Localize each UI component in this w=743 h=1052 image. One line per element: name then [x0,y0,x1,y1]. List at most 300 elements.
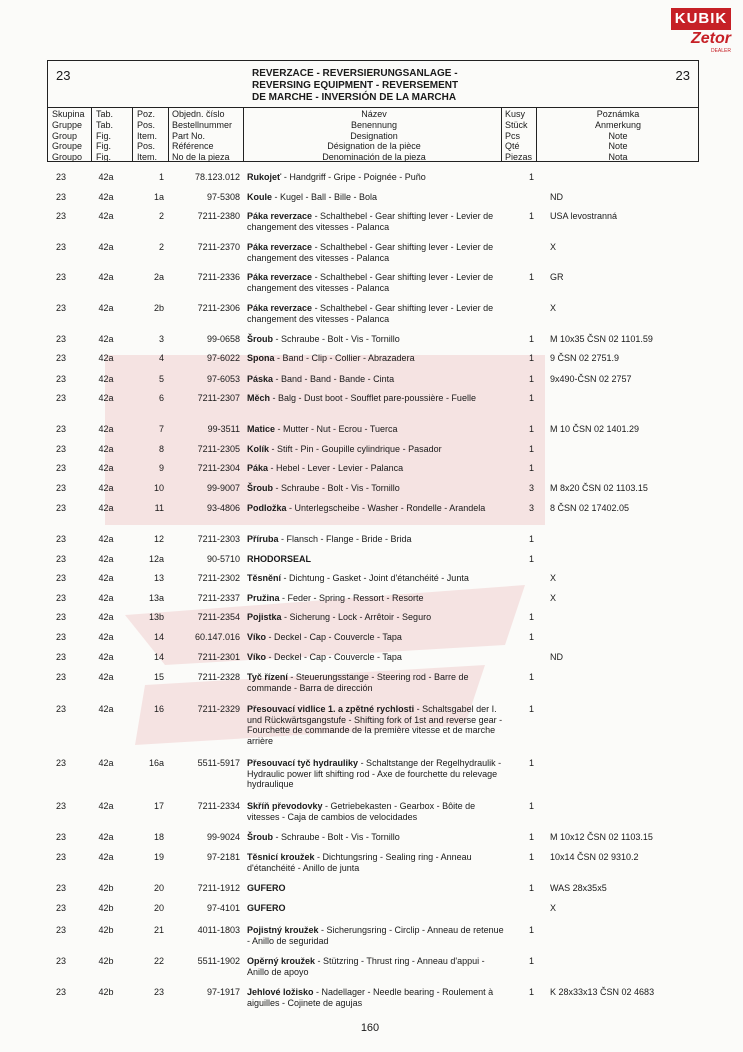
note-cell: 8 ČSN 02 17402.05 [550,503,630,513]
page-number: 160 [360,1022,380,1034]
item-cell: 14 [153,652,164,662]
fig-cell: 42a [98,573,114,583]
designation-cell [247,353,505,364]
designation-translations: - Schalthebel - Gear shifting lever - Levier de changement des vitesses - Palanca [247,211,494,232]
fig-cell: 42a [98,832,114,842]
item-cell: 4 [158,353,164,363]
designation-translations: - Schalthebel - Gear shifting lever - Levier de changement des vitesses - Palanca [247,242,494,263]
designation-cell [247,956,505,977]
fig-cell: 42a [98,353,114,363]
fig-cell: 42a [98,554,114,564]
designation-czech: Podložka [247,503,287,513]
item-cell: 17 [153,801,164,811]
section-title [252,68,552,104]
column-header [505,109,535,163]
designation-cell [247,172,505,183]
group-cell: 23 [56,956,67,966]
quantity-cell: 3 [528,503,534,513]
designation-cell [247,483,505,494]
designation-czech: Jehlové ložisko [247,987,314,997]
designation-cell [247,652,505,663]
item-cell: 5 [158,374,164,384]
group-cell: 23 [56,192,67,202]
designation-czech: Šroub [247,334,273,344]
designation-translations: - Handgriff - Gripe - Poignée - Puño [281,172,426,182]
group-cell: 23 [56,593,67,603]
quantity-cell: 1 [528,704,534,714]
item-cell: 20 [153,883,164,893]
part-number-cell: 7211-2304 [197,463,240,473]
quantity-cell: 1 [528,883,534,893]
quantity-cell: 3 [528,483,534,493]
designation-translations: - Schalthebel - Gear shifting lever - Levier de changement des vitesses - Palanca [247,303,494,324]
fig-cell: 42a [98,758,114,768]
part-number-cell: 7211-2380 [197,211,240,221]
designation-czech: Rukojeť [247,172,282,182]
column-header [172,109,242,163]
designation-cell [247,704,505,746]
fig-cell: 42a [98,652,114,662]
group-cell: 23 [56,272,67,282]
quantity-cell: 1 [528,393,534,403]
quantity-cell: 1 [528,987,534,997]
part-number-cell: 7211-2354 [197,612,240,622]
part-number-cell: 7211-2303 [197,534,240,544]
group-cell: 23 [56,303,67,313]
note-cell: X [550,903,557,913]
group-cell: 23 [56,393,67,403]
designation-czech: Tyč řízení [247,672,288,682]
designation-czech: Páka reverzace [247,242,313,252]
item-cell: 13 [153,573,164,583]
group-cell: 23 [56,334,67,344]
section-header [47,60,699,162]
item-cell: 16a [148,758,164,768]
group-cell: 23 [56,424,67,434]
designation-translations: - Stift - Pin - Goupille cylindrique - Pasador [269,444,442,454]
designation-czech: Měch [247,393,271,403]
column-header-line: Item. [137,152,158,163]
designation-translations: - Dichtungsring - Sealing ring - Anneau d'étanchéité - Anillo de junta [247,852,472,873]
column-header [96,109,130,163]
fig-cell: 42a [98,503,114,513]
designation-czech: GUFERO [247,883,286,893]
item-cell: 13a [148,593,164,603]
designation-czech: Víko [247,632,267,642]
designation-translations: - Unterlegscheibe - Washer - Rondelle - Arandela [286,503,486,513]
column-header-line: Référence [172,141,214,152]
fig-cell: 42a [98,483,114,493]
designation-cell [247,374,505,385]
group-cell: 23 [56,573,67,583]
designation-translations: - Schraube - Bolt - Vis - Tornillo [273,832,400,842]
fig-cell: 42b [98,987,114,997]
logo-mark: Zetor [691,30,731,47]
column-header-line: Groupe [52,141,83,152]
designation-cell [247,925,505,946]
group-cell: 23 [56,852,67,862]
quantity-cell: 1 [528,172,534,182]
quantity-cell: 1 [528,632,534,642]
part-number-cell: 99-9007 [206,483,240,493]
part-number-cell: 7211-2336 [197,272,240,282]
column-header-line: Group [52,130,78,141]
part-number-cell: 7211-2305 [197,444,240,454]
part-number-cell: 93-4806 [206,503,240,513]
designation-czech: Šroub [247,483,273,493]
group-number-left: 23 [56,68,71,83]
column-header-line: Kusy [505,109,526,119]
quantity-cell: 1 [528,758,534,768]
column-header [540,109,696,163]
fig-cell: 42a [98,334,114,344]
note-cell: K 28x33x13 ČSN 02 4683 [550,987,655,997]
column-header [52,109,90,163]
group-cell: 23 [56,211,67,221]
item-cell: 1 [158,172,164,182]
column-header-line: Denominación de la pieza [322,152,426,163]
designation-translations: - Mutter - Nut - Ecrou - Tuerca [275,424,398,434]
group-cell: 23 [56,534,67,544]
designation-translations: - Stützring - Thrust ring - Anneau d'appui - Anillo de apoyo [247,956,485,977]
column-header-line: Bestellnummer [172,119,233,130]
item-cell: 1a [153,192,164,202]
logo-sub: DEALER [710,48,731,54]
item-cell: 2b [153,303,164,313]
fig-cell: 42a [98,242,114,252]
column-header-line: Skupina [52,109,85,119]
quantity-cell: 1 [528,534,534,544]
designation-cell [247,612,505,623]
quantity-cell: 1 [528,612,534,622]
item-cell: 21 [153,925,164,935]
designation-cell [247,242,505,263]
group-number-right: 23 [675,68,690,83]
designation-cell [247,534,505,545]
designation-translations: - Sicherungsring - Circlip - Anneau de retenue - Anillo de seguridad [247,925,504,946]
designation-cell [247,632,505,643]
part-number-cell: 99-9024 [206,832,240,842]
fig-cell: 42a [98,444,114,454]
column-header-line: Název [361,109,387,119]
designation-translations: - Balg - Dust boot - Soufflet pare-poussière - Fuelle [270,393,476,403]
designation-translations: - Band - Clip - Collier - Abrazadera [274,353,415,363]
group-cell: 23 [56,374,67,384]
note-cell: USA levostranná [550,211,618,221]
quantity-cell: 1 [528,554,534,564]
designation-czech: Víko [247,652,267,662]
title-line: REVERSING EQUIPMENT - REVERSEMENT [252,80,459,91]
quantity-cell: 1 [528,353,534,363]
fig-cell: 42b [98,956,114,966]
designation-cell [247,444,505,455]
designation-cell [247,463,505,474]
designation-translations: - Dichtung - Gasket - Joint d'étanchéité - Junta [281,573,469,583]
item-cell: 14 [153,632,164,642]
logo-brand: KUBIK [671,8,731,30]
column-header-line: Poz. [137,109,156,119]
quantity-cell: 1 [528,801,534,811]
designation-czech: Přesouvací vidlice 1. a zpětné rychlosti [247,704,415,714]
fig-cell: 42a [98,192,114,202]
item-cell: 18 [153,832,164,842]
column-header-line: Poznámka [596,109,640,119]
designation-czech: Páka reverzace [247,303,313,313]
column-header-line: Fig. [96,141,112,152]
fig-cell: 42a [98,272,114,282]
quantity-cell: 1 [528,272,534,282]
part-number-cell: 7211-2334 [197,801,240,811]
note-cell: 9 ČSN 02 2751.9 [550,353,620,363]
column-header-line: Désignation de la pièce [327,141,421,152]
note-cell: GR [550,272,564,282]
designation-translations: - Schaltstange der Regelhydraulik - Hydraulic power lift shifting rod - Axe de fourchette du relevage hydraulique [247,758,502,789]
fig-cell: 42a [98,852,114,862]
column-header-line: Part No. [172,130,206,141]
item-cell: 6 [158,393,164,403]
column-header-line: Fig. [96,130,112,141]
item-cell: 2 [158,211,164,221]
column-header-line: Tab. [96,119,114,130]
group-cell: 23 [56,801,67,811]
quantity-cell: 1 [528,374,534,384]
part-number-cell: 7211-2370 [197,242,240,252]
designation-cell [247,303,505,324]
item-cell: 22 [153,956,164,966]
designation-translations: - Schraube - Bolt - Vis - Tornillo [273,334,400,344]
column-header-line: Tab. [96,109,114,119]
group-cell: 23 [56,652,67,662]
designation-czech: Těsnění [247,573,282,583]
part-number-cell: 97-2181 [206,852,240,862]
designation-cell [247,272,505,293]
part-number-cell: 60.147.016 [194,632,240,642]
item-cell: 12a [148,554,164,564]
group-cell: 23 [56,832,67,842]
designation-translations: - Deckel - Cap - Couvercle - Tapa [266,632,402,642]
part-number-cell: 7211-2302 [197,573,240,583]
column-header-line: Pcs [505,130,521,141]
part-number-cell: 7211-1912 [197,883,240,893]
note-cell: M 8x20 ČSN 02 1103.15 [550,483,648,493]
designation-czech: Přesouvací tyč hydrauliky [247,758,359,768]
fig-cell: 42b [98,925,114,935]
fig-cell: 42a [98,612,114,622]
part-number-cell: 97-4101 [206,903,240,913]
fig-cell: 42a [98,801,114,811]
designation-translations: - Nadellager - Needle bearing - Roulement à aiguilles - Cojinete de agujas [247,987,494,1008]
fig-cell: 42b [98,903,114,913]
designation-czech: Páka [247,463,269,473]
part-number-cell: 7211-2337 [197,593,240,603]
quantity-cell: 1 [528,424,534,434]
designation-cell [247,334,505,345]
part-number-cell: 7211-2307 [197,393,240,403]
group-cell: 23 [56,172,67,182]
group-cell: 23 [56,612,67,622]
designation-cell [247,758,505,790]
quantity-cell: 1 [528,832,534,842]
column-header-line: Gruppe [52,119,83,130]
designation-czech: Páka reverzace [247,211,313,221]
item-cell: 2a [153,272,164,282]
group-cell: 23 [56,925,67,935]
quantity-cell: 1 [528,211,534,221]
designation-translations: - Deckel - Cap - Couvercle - Tapa [266,652,402,662]
part-number-cell: 90-5710 [206,554,240,564]
designation-cell [247,554,505,565]
group-cell: 23 [56,463,67,473]
part-number-cell: 99-0658 [206,334,240,344]
designation-czech: Koule [247,192,273,202]
item-cell: 23 [153,987,164,997]
group-cell: 23 [56,903,67,913]
designation-czech: Šroub [247,832,273,842]
designation-czech: Matice [247,424,276,434]
column-header-line: Pos. [137,119,156,130]
group-cell: 23 [56,758,67,768]
note-cell: X [550,242,557,252]
designation-czech: RHODORSEAL [247,554,312,564]
column-header-line: Stück [505,119,528,130]
quantity-cell: 1 [528,444,534,454]
designation-cell [247,593,505,604]
quantity-cell: 1 [528,672,534,682]
part-number-cell: 7211-2329 [197,704,240,714]
column-header-line: Piezas [505,152,533,163]
quantity-cell: 1 [528,956,534,966]
designation-cell [247,883,505,894]
part-number-cell: 4011-1803 [197,925,240,935]
title-line: DE MARCHE - INVERSIÓN DE LA MARCHA [252,92,457,103]
designation-czech: Kolík [247,444,270,454]
part-number-cell: 7211-2328 [197,672,240,682]
note-cell: 10x14 ČSN 02 9310.2 [550,852,639,862]
fig-cell: 42a [98,704,114,714]
designation-translations: - Flansch - Flange - Bride - Brida [278,534,412,544]
designation-cell [247,192,505,203]
group-cell: 23 [56,704,67,714]
group-cell: 23 [56,672,67,682]
column-header-line: Qté [505,141,520,152]
column-header-line: Item. [137,130,158,141]
part-number-cell: 7211-2306 [197,303,240,313]
group-cell: 23 [56,987,67,997]
note-cell: X [550,593,557,603]
group-cell: 23 [56,554,67,564]
group-cell: 23 [56,883,67,893]
designation-czech: Těsnicí kroužek [247,852,315,862]
group-cell: 23 [56,242,67,252]
designation-czech: Skříň převodovky [247,801,323,811]
designation-czech: Opěrný kroužek [247,956,316,966]
fig-cell: 42a [98,172,114,182]
quantity-cell: 1 [528,463,534,473]
fig-cell: 42b [98,883,114,893]
fig-cell: 42a [98,534,114,544]
item-cell: 7 [158,424,164,434]
designation-translations: - Schalthebel - Gear shifting lever - Levier de changement des vitesses - Palanca [247,272,494,293]
designation-cell [247,852,505,873]
designation-cell [247,211,505,232]
part-number-cell: 5511-5917 [197,758,240,768]
quantity-cell: 1 [528,925,534,935]
designation-translations: - Band - Band - Bande - Cinta [273,374,395,384]
note-cell: M 10 ČSN 02 1401.29 [550,424,640,434]
fig-cell: 42a [98,303,114,313]
title-line: REVERZACE - REVERSIERUNGSANLAGE - [252,68,458,79]
column-header-line: Fig. [96,152,112,163]
fig-cell: 42a [98,463,114,473]
note-cell: X [550,573,557,583]
designation-cell [247,503,505,514]
fig-cell: 42a [98,632,114,642]
item-cell: 11 [154,503,164,513]
part-number-cell: 7211-2301 [197,652,240,662]
column-header-line: Benennung [350,119,398,130]
designation-translations: - Hebel - Lever - Levier - Palanca [268,463,404,473]
designation-translations: - Schaltsgabel der I. und Rückwärtsgangstufe - Shifting fork of 1st and reverse gear - Fourchette de commande de la première vitesse et de marche arrière [247,704,503,746]
designation-czech: Pojistný kroužek [247,925,319,935]
item-cell: 10 [153,483,164,493]
column-header [137,109,167,163]
fig-cell: 42a [98,424,114,434]
designation-cell [247,801,505,822]
quantity-cell: 1 [528,852,534,862]
designation-cell [247,832,505,843]
group-cell: 23 [56,353,67,363]
note-cell: ND [550,192,563,202]
part-number-cell: 97-1917 [206,987,240,997]
designation-cell [247,903,505,914]
column-header-line: Nota [608,152,628,163]
designation-translations: - Feder - Spring - Ressort - Resorte [279,593,424,603]
item-cell: 13b [148,612,164,622]
designation-cell [247,424,505,435]
item-cell: 8 [158,444,164,454]
item-cell: 2 [158,242,164,252]
fig-cell: 42a [98,393,114,403]
designation-cell [247,672,505,693]
designation-czech: Spona [247,353,275,363]
group-cell: 23 [56,503,67,513]
item-cell: 12 [153,534,164,544]
quantity-cell: 1 [528,334,534,344]
column-header [248,109,500,163]
part-number-cell: 5511-1902 [197,956,240,966]
note-cell: ND [550,652,563,662]
designation-cell [247,987,505,1008]
fig-cell: 42a [98,211,114,221]
column-header-line: Note [608,141,628,152]
item-cell: 3 [158,334,164,344]
designation-czech: Pružina [247,593,280,603]
fig-cell: 42a [98,672,114,682]
note-cell: X [550,303,557,313]
column-header-line: Note [608,130,628,141]
designation-czech: Páka reverzace [247,272,313,282]
part-number-cell: 97-6053 [206,374,240,384]
column-header-line: Designation [350,130,398,141]
part-number-cell: 78.123.012 [194,172,240,182]
column-header-line: No de la pieza [172,152,230,163]
designation-translations: - Sicherung - Lock - Arrêtoir - Seguro [281,612,432,622]
note-cell: M 10x35 ČSN 02 1101.59 [550,334,653,344]
part-number-cell: 99-3511 [207,424,240,434]
group-cell: 23 [56,444,67,454]
note-cell: WAS 28x35x5 [550,883,607,893]
designation-cell [247,573,505,584]
